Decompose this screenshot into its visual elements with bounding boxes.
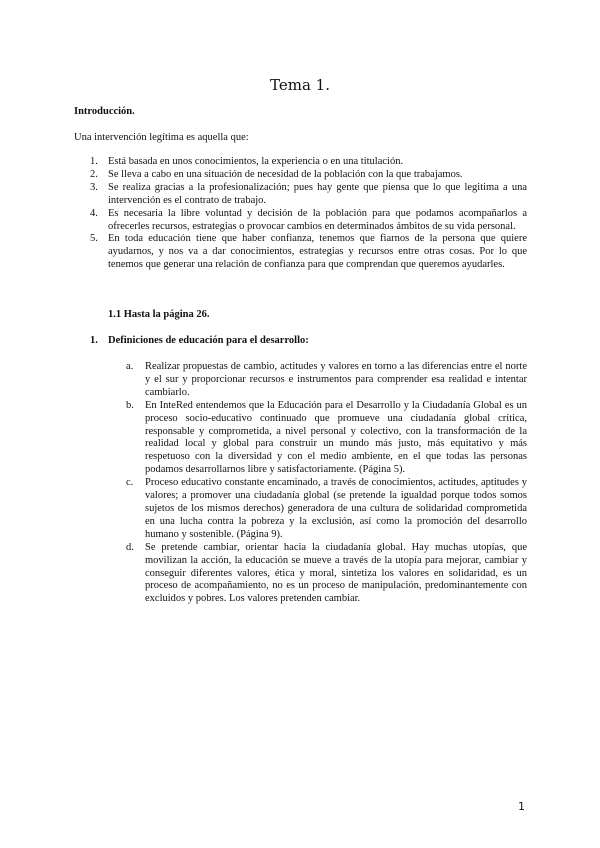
list-item-text: Se lleva a cabo en una situación de necesidad de la población con la que trabajamos. [108, 168, 463, 180]
list-marker: d. [126, 541, 134, 553]
lead-paragraph: Una intervención legítima es aquella que: [74, 132, 249, 143]
list-item-text: Se pretende cambiar, orientar hacia la ciudadanía global. Hay muchas utopías, que movilizan la acción, la educación se mueve a través de la utopía para mejorar, cambiar y conseguir diferentes valores, ética y moral, sintetiza los valores en solidaridad, es un proceso de acompañamiento, no es un proceso de manipulación, predominantemente con excluidos y pobres. Los valores pretenden cambiar. [145, 541, 527, 605]
list-marker: 3. [90, 181, 98, 193]
list-marker: 2. [90, 168, 98, 180]
list-item [126, 361, 527, 400]
list-item [74, 169, 527, 182]
list-item-text: En InteRed entendemos que la Educación para el Desarrollo y la Ciudadanía Global es un proceso socio-educativo continuado que promueve una ciudadanía global crítica, responsable y comprometida, a nivel personal y colectivo, con la transformación de la realidad local y global para construir un mundo más justo, más equitativo y más respetuoso con la diversidad y con el medio ambiente, en el que todas las personas podamos desarrollarnos libre y satisfactoriamente. (Página 5). [145, 399, 527, 476]
list-item [126, 400, 527, 477]
list-item [74, 208, 527, 234]
intro-heading: Introducción. [74, 106, 135, 117]
list-item-text: Está basada en unos conocimientos, la experiencia o en una titulación. [108, 156, 404, 167]
list-item-text: En toda educación tiene que haber confianza, tenemos que fiarnos de la persona que quiere ayudarnos, y nos va a dar conocimientos, estrategias y recursos entre otras cosas. Por lo que tenemos que generar una relación de confianza para que comprendan que queremos ayudarles. [108, 233, 527, 271]
list-marker: a. [126, 361, 134, 372]
list-item-text: Se realiza gracias a la profesionalización; pues hay gente que piensa que lo que legitima a una intervención es el contrato de trabajo. [108, 181, 527, 206]
page-title: Tema 1. [270, 76, 330, 94]
numbered-list [74, 156, 527, 272]
list-marker: b. [126, 399, 134, 411]
list-marker: 1. [90, 156, 98, 167]
list-item [74, 182, 527, 208]
list-item [126, 542, 527, 607]
section-marker: 1. [90, 335, 98, 346]
list-item [74, 233, 527, 272]
list-item [126, 477, 527, 542]
list-marker: 5. [90, 233, 98, 245]
page-number: 1 [518, 800, 525, 813]
section-title: Definiciones de educación para el desarrollo: [108, 335, 309, 346]
list-item [74, 156, 527, 169]
list-item-text: Proceso educativo constante encaminado, a través de conocimientos, actitudes, aptitudes y valores; a promover una ciudadanía global (se pretende la igualdad porque todos somos sujetos de los mismos derechos) generadora de una cultura de solidaridad comprometida en una lucha contra la pobreza y la exclusión, así como la promoción del desarrollo humano y sostenible. (Página 9). [145, 477, 527, 540]
list-marker: 4. [90, 207, 98, 219]
list-item-text: Realizar propuestas de cambio, actitudes y valores en torno a las diferencias entre el norte y el sur y proporcionar recursos e instrumentos para comprender esa realidad e intentar cambiarlo. [145, 361, 527, 398]
subsection-heading: 1.1 Hasta la página 26. [108, 309, 210, 320]
list-marker: c. [126, 477, 134, 489]
list-item-text: Es necesaria la libre voluntad y decisión de la población para que podamos acompañarlos a ofrecerles recursos, estrategias o provocar cambios en determinados ámbitos de su vida personal. [108, 207, 527, 232]
lettered-list [126, 361, 527, 606]
